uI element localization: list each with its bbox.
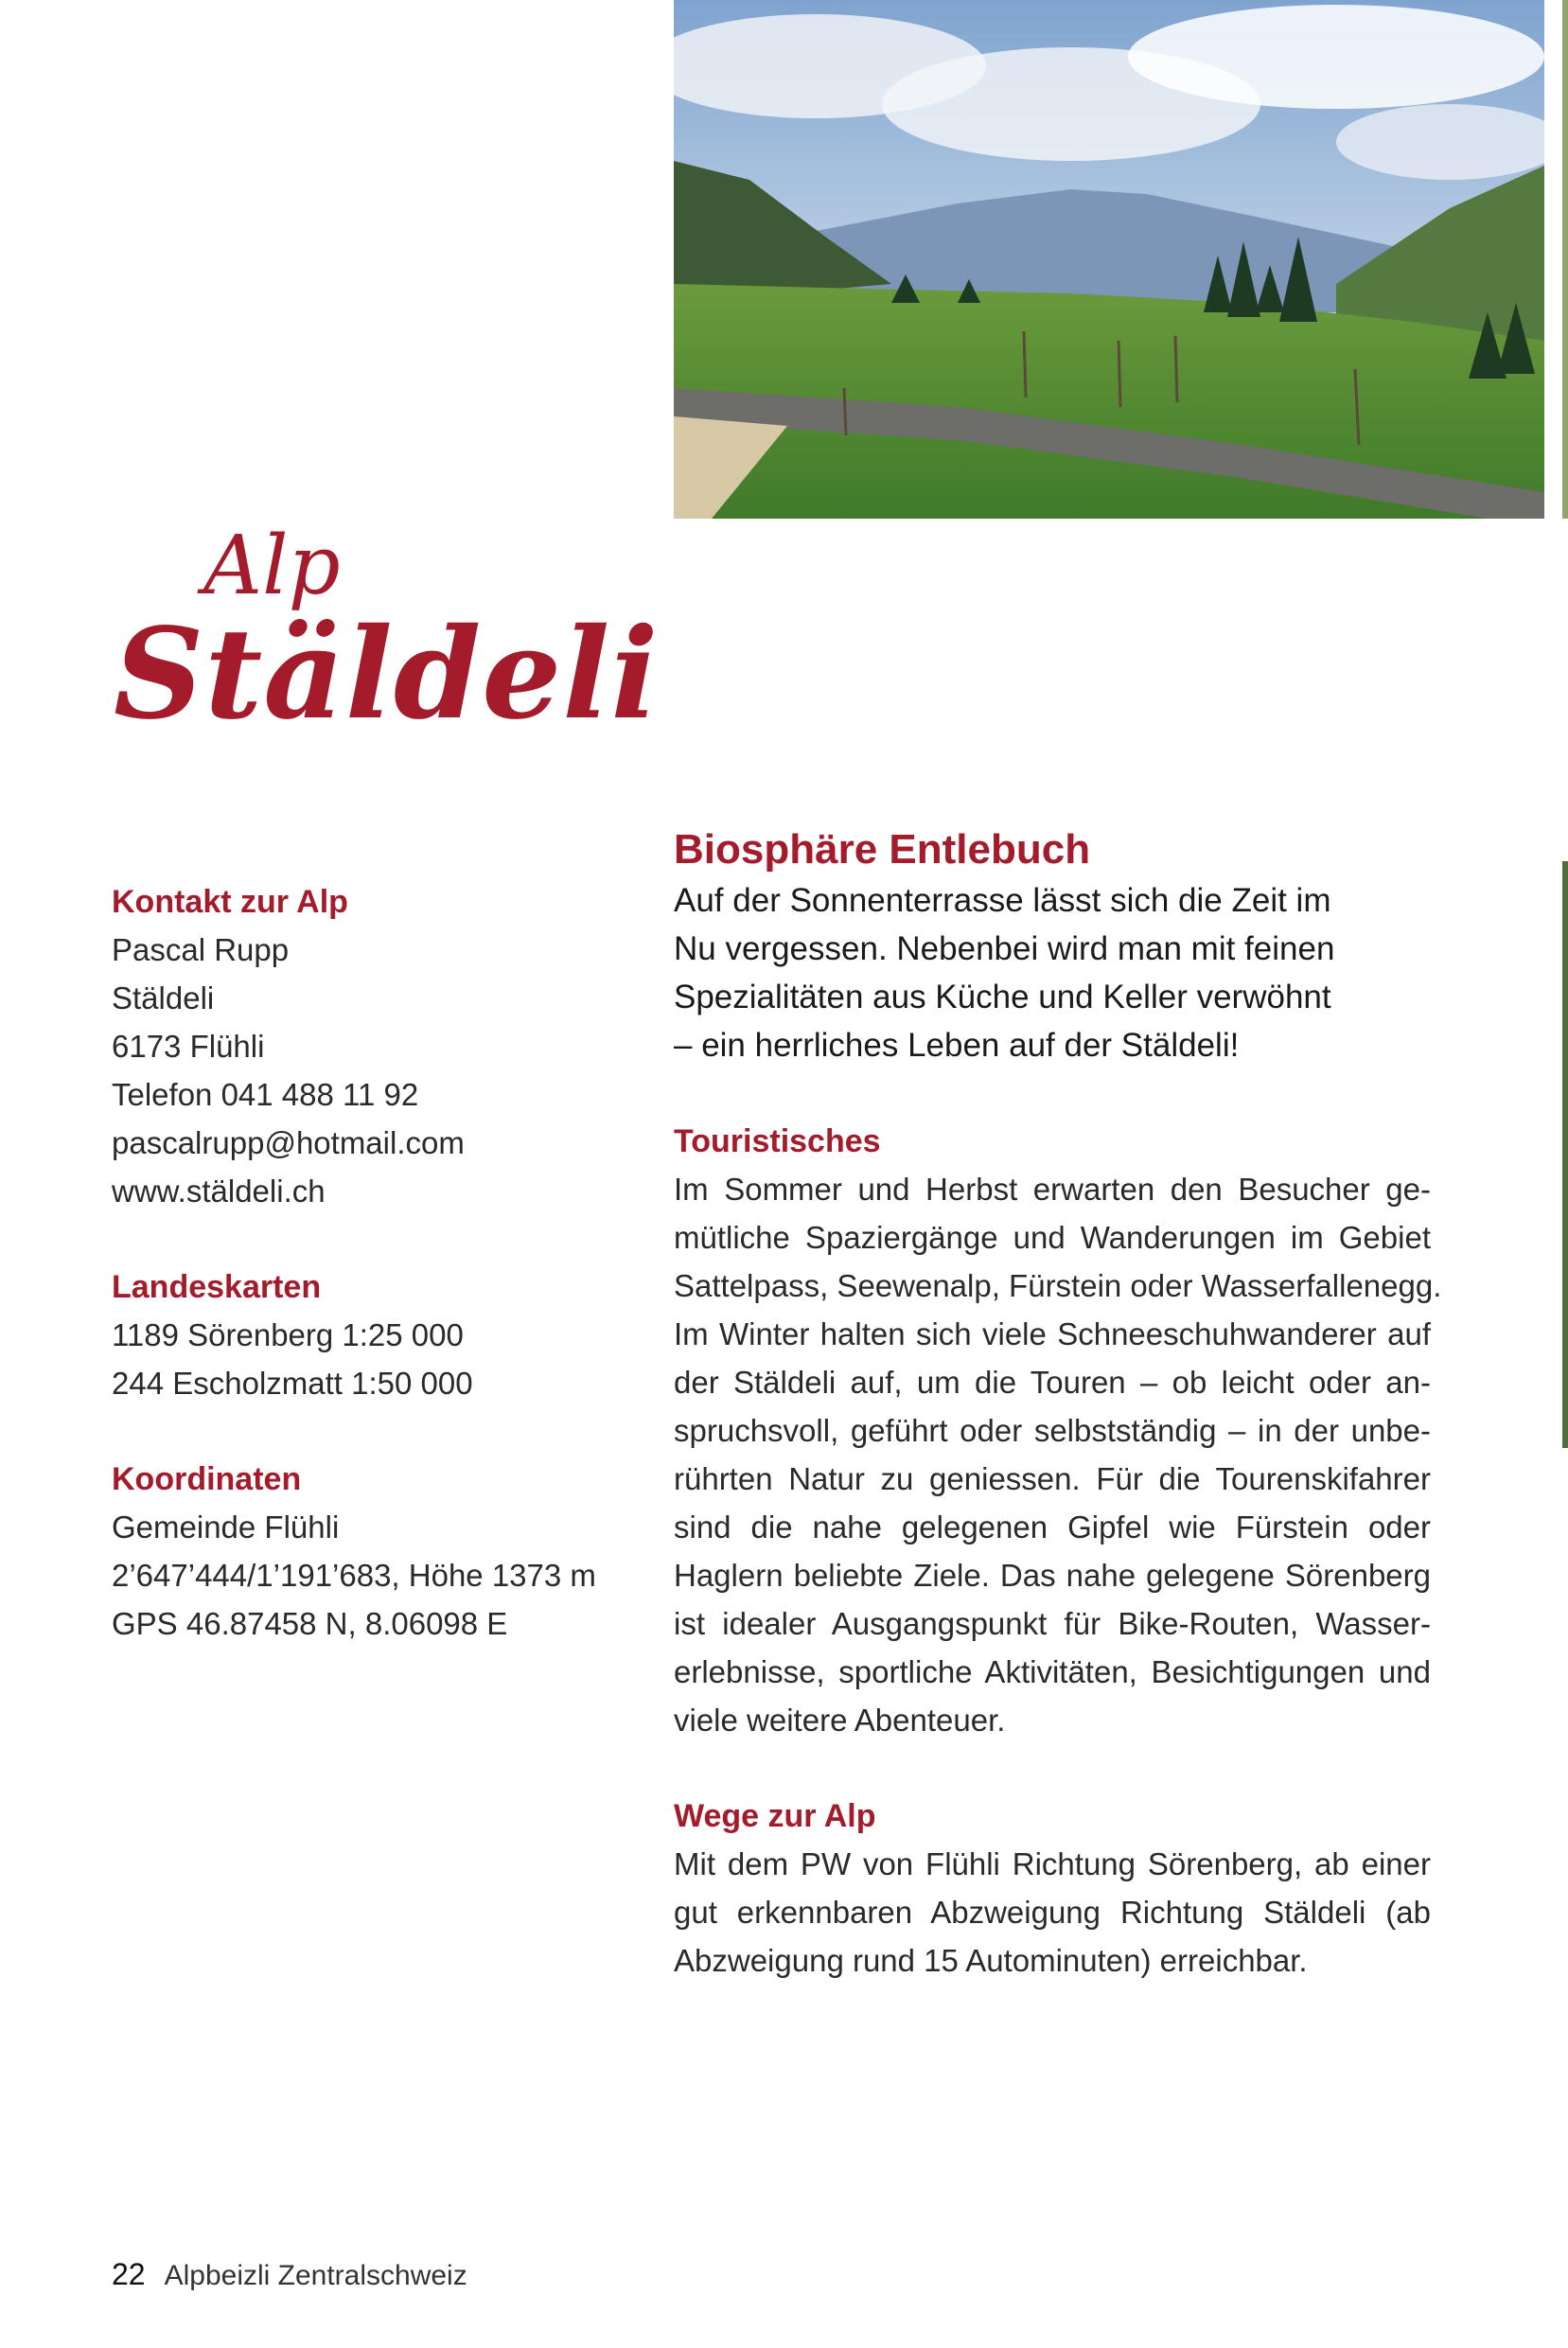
routes-line: Abzweigung rund 15 Autominuten) erreichbar.	[674, 1943, 1308, 1978]
contact-postal: 6173 Flühli	[112, 1029, 265, 1064]
tourism-line: der Stäldeli auf, um die Touren – ob leicht oder an-	[674, 1365, 1431, 1400]
tourism-line: mütliche Spaziergänge und Wanderungen im Gebiet	[674, 1220, 1431, 1255]
tourism-line: spruchsvoll, geführt oder selbstständig – in der unbe-	[674, 1413, 1431, 1448]
contact-section	[112, 878, 642, 1215]
intro-line: Auf der Sonnenterrasse lässt sich die Zeit im	[674, 882, 1331, 919]
routes-section	[674, 1792, 1431, 1985]
tourism-section	[674, 1118, 1442, 1744]
publication-title: Alpbeizli Zentralschweiz	[164, 2260, 467, 2291]
routes-line: Mit dem PW von Flühli Richtung Sörenberg, ab einer	[674, 1846, 1431, 1881]
contact-phone: Telefon 041 488 11 92	[112, 1077, 419, 1112]
page-footer	[112, 2255, 467, 2295]
coords-gps: GPS 46.87458 N, 8.06098 E	[112, 1606, 508, 1641]
routes-heading: Wege zur Alp	[674, 1798, 876, 1834]
contact-name: Pascal Rupp	[112, 932, 290, 967]
page-number: 22	[112, 2257, 146, 2291]
tourism-line: ist idealer Ausgangspunkt für Bike-Routen, Wasser-	[674, 1606, 1431, 1641]
tourism-line: viele weitere Abenteuer.	[674, 1703, 1006, 1738]
coords-municipality: Gemeinde Flühli	[112, 1509, 340, 1545]
tourism-line: sind die nahe gelegenen Gipfel wie Fürstein oder	[674, 1509, 1431, 1545]
intro-line: Nu vergessen. Nebenbei wird man mit feinen	[674, 930, 1335, 967]
maps-heading: Landeskarten	[112, 1269, 322, 1305]
tourism-line: Haglern beliebte Ziele. Das nahe gelegene Sörenberg	[674, 1558, 1431, 1593]
contact-website[interactable]: www.stäldeli.ch	[112, 1174, 326, 1209]
landscape-photo	[674, 0, 1544, 519]
contact-email[interactable]: pascalrupp@hotmail.com	[112, 1125, 465, 1160]
description-column	[674, 823, 1442, 1985]
coords-section	[112, 1456, 642, 1648]
map-item: 1189 Sörenberg 1:25 000	[112, 1317, 464, 1352]
adjacent-page-edge	[1562, 0, 1568, 519]
contact-heading: Kontakt zur Alp	[112, 884, 348, 920]
maps-section	[112, 1263, 642, 1407]
map-item: 244 Escholzmatt 1:50 000	[112, 1366, 473, 1401]
tourism-line: erlebnisse, sportliche Aktivitäten, Besichtigungen und	[674, 1654, 1431, 1689]
tourism-heading: Touristisches	[674, 1123, 881, 1159]
tourism-line: Sattelpass, Seewenalp, Fürstein oder Wasserfallenegg.	[674, 1268, 1442, 1303]
tourism-line: Im Sommer und Herbst erwarten den Besucher ge-	[674, 1172, 1431, 1207]
intro-line: – ein herrliches Leben auf der Stäldeli!	[674, 1027, 1240, 1064]
adjacent-page-edge-lower	[1562, 861, 1568, 1448]
coords-heading: Koordinaten	[112, 1461, 302, 1497]
routes-line: gut erkennbaren Abzweigung Richtung Stäldeli (ab	[674, 1895, 1431, 1930]
intro-heading: Biosphäre Entlebuch	[674, 826, 1091, 873]
info-column	[112, 878, 642, 1648]
tourism-line: Im Winter halten sich viele Schneeschuhwanderer auf	[674, 1316, 1431, 1351]
coords-swiss-grid: 2’647’444/1’191’683, Höhe 1373 m	[112, 1558, 596, 1593]
intro-section	[674, 823, 1431, 1069]
title-prefix: Alp	[203, 519, 341, 613]
contact-place: Stäldeli	[112, 980, 215, 1015]
intro-line: Spezialitäten aus Küche und Keller verwöhnt	[674, 979, 1331, 1015]
title-name: Stäldeli	[114, 601, 660, 748]
landscape-photo-icon	[674, 0, 1544, 519]
tourism-line: rührten Natur zu geniessen. Für die Tourenskifahrer	[674, 1461, 1431, 1496]
